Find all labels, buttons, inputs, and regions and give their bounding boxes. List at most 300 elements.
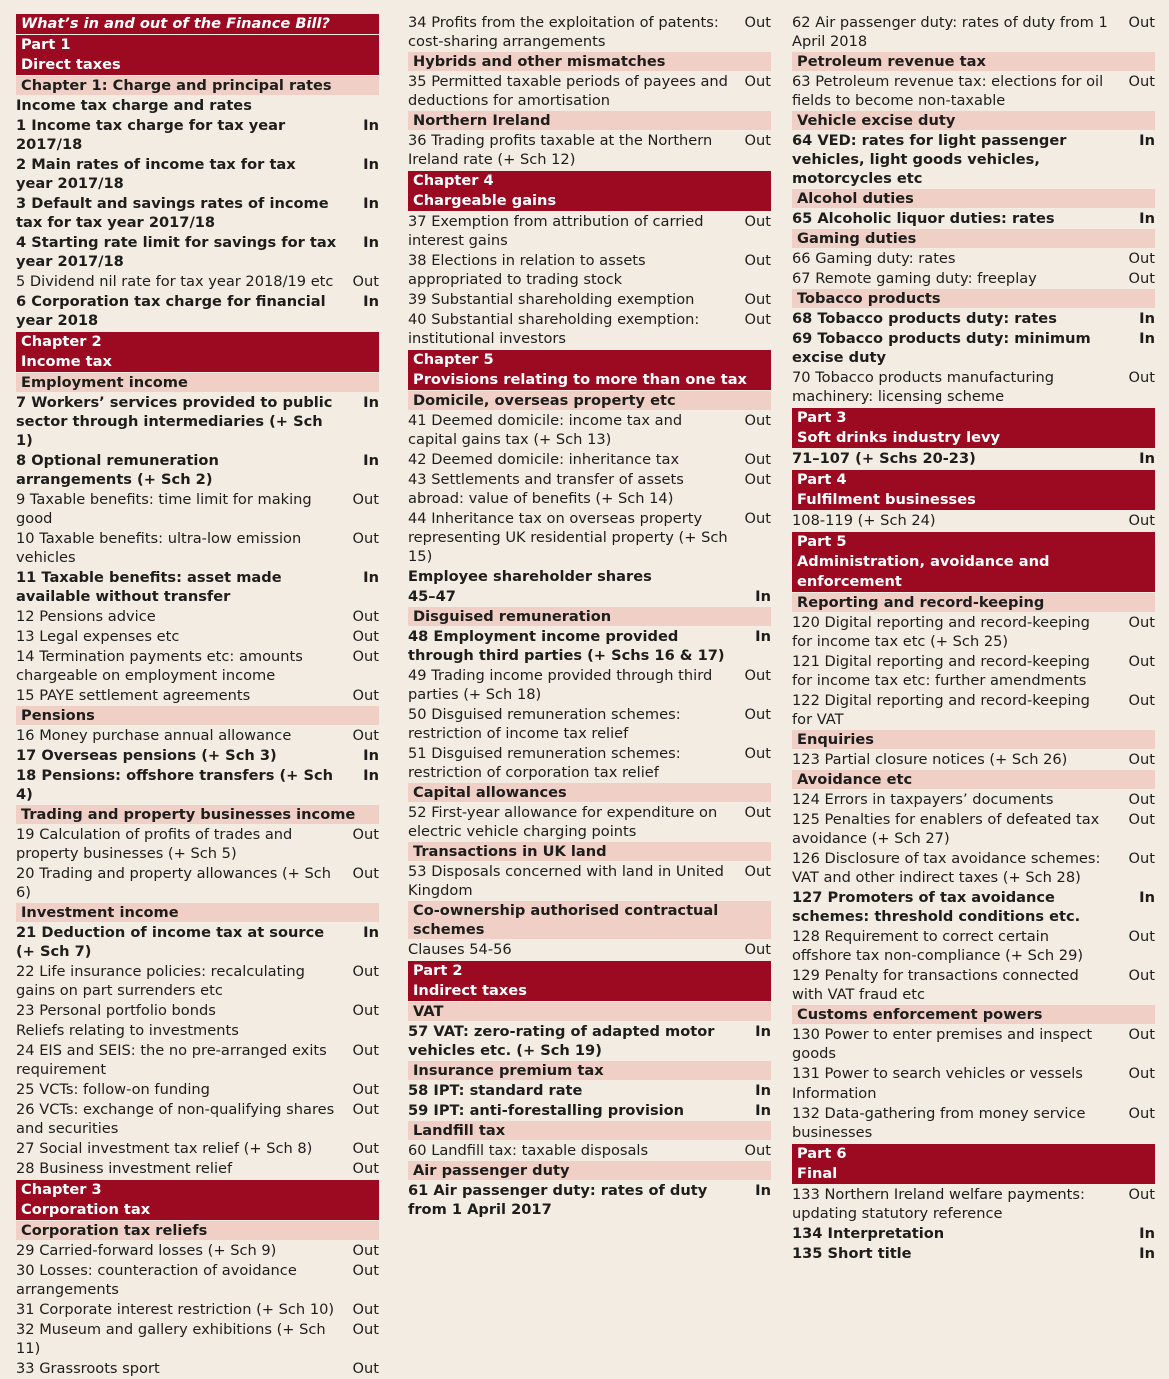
section-heading: Domicile, overseas property etc — [408, 391, 771, 410]
status-label: Out — [1128, 653, 1155, 670]
status-label: In — [363, 117, 379, 134]
status-label: Out — [352, 628, 379, 645]
status-label: In — [363, 452, 379, 469]
clause-text: 11 Taxable benefits: asset made available without transfer — [16, 569, 282, 605]
status-label: Out — [744, 510, 771, 527]
clause-row — [408, 310, 771, 349]
banner-line: Part 6 — [797, 1145, 847, 1162]
status-label: Out — [744, 73, 771, 90]
clause-text: 59 IPT: anti-forestalling provision — [408, 1102, 685, 1119]
clause-row — [16, 490, 379, 529]
clause-text: 28 Business investment relief — [16, 1160, 233, 1177]
clause-row — [408, 72, 771, 111]
status-label: Out — [352, 826, 379, 843]
status-label: Out — [352, 963, 379, 980]
clause-row — [792, 329, 1155, 368]
status-label: In — [363, 394, 379, 411]
status-label: Out — [1128, 14, 1155, 31]
status-label: In — [363, 234, 379, 251]
clause-text: 16 Money purchase annual allowance — [16, 727, 292, 744]
clause-row — [16, 1041, 379, 1080]
clause-row — [16, 292, 379, 331]
clause-text: 63 Petroleum revenue tax: elections for oil fields to become non-taxable — [792, 73, 1104, 109]
status-label: Out — [352, 273, 379, 290]
status-label: Out — [744, 291, 771, 308]
clause-text: 43 Settlements and transfer of assets abroad: value of benefits (+ Sch 14) — [408, 471, 684, 507]
clause-row — [792, 1185, 1155, 1224]
clause-row — [16, 686, 379, 706]
status-label: Out — [744, 804, 771, 821]
clause-row — [16, 766, 379, 805]
clause-row — [16, 451, 379, 490]
clause-row — [16, 529, 379, 568]
status-label: Out — [744, 451, 771, 468]
status-label: In — [755, 628, 771, 645]
status-label: Out — [744, 863, 771, 880]
status-label: Out — [352, 865, 379, 882]
clause-row — [792, 449, 1155, 469]
clause-text: 130 Power to enter premises and inspect goods — [792, 1026, 1093, 1062]
status-label: Out — [352, 530, 379, 547]
status-label: Out — [744, 941, 771, 958]
clause-text: 66 Gaming duty: rates — [792, 250, 956, 267]
status-label: Out — [352, 608, 379, 625]
status-label: Out — [744, 667, 771, 684]
clause-row — [408, 212, 771, 251]
clause-row — [408, 940, 771, 960]
section-heading: Income tax charge and rates — [16, 97, 252, 114]
status-label: In — [363, 156, 379, 173]
section-heading: Alcohol duties — [792, 189, 1155, 208]
clause-row — [792, 1104, 1155, 1143]
status-label: Out — [352, 648, 379, 665]
status-label: In — [755, 1023, 771, 1040]
status-label: Out — [1128, 1186, 1155, 1203]
clause-row — [408, 1081, 771, 1101]
banner-line: Part 4 — [797, 471, 847, 488]
clause-text: 29 Carried-forward losses (+ Sch 9) — [16, 1242, 277, 1259]
status-label: Out — [352, 491, 379, 508]
clause-row — [16, 1159, 379, 1179]
status-label: Out — [1128, 811, 1155, 828]
clause-row — [792, 72, 1155, 111]
clause-text: 20 Trading and property allowances (+ Sch 6) — [16, 865, 332, 901]
clause-row — [408, 411, 771, 450]
clause-text: 127 Promoters of tax avoidance schemes: threshold conditions etc. — [792, 889, 1081, 925]
clause-text: 32 Museum and gallery exhibitions (+ Sch 11) — [16, 1321, 326, 1357]
clause-row — [16, 627, 379, 647]
clause-text: 7 Workers’ services provided to public sector through intermediaries (+ Sch 1) — [16, 394, 333, 449]
clause-row — [792, 1224, 1155, 1244]
clause-row — [408, 450, 771, 470]
clause-row — [16, 1261, 379, 1300]
status-label: Out — [1128, 73, 1155, 90]
clause-row — [408, 705, 771, 744]
section-banner — [792, 1144, 1155, 1184]
clause-text: 61 Air passenger duty: rates of duty from 1 April 2017 — [408, 1182, 708, 1218]
clause-text: 39 Substantial shareholding exemption — [408, 291, 695, 308]
clause-row — [16, 272, 379, 292]
clause-row — [408, 290, 771, 310]
clause-row — [792, 249, 1155, 269]
clause-row — [408, 1022, 771, 1061]
section-heading: Pensions — [16, 706, 379, 725]
banner-line: Chargeable gains — [413, 192, 557, 209]
status-label: In — [1139, 889, 1155, 906]
status-label: In — [363, 195, 379, 212]
clause-row — [16, 825, 379, 864]
clause-row — [16, 233, 379, 272]
clause-text: 33 Grassroots sport — [16, 1360, 160, 1377]
status-label: In — [1139, 1245, 1155, 1262]
banner-line: Final — [797, 1165, 838, 1182]
banner-line: Part 2 — [413, 962, 463, 979]
clause-text: 38 Elections in relation to assets appropriated to trading stock — [408, 252, 646, 288]
clause-row — [792, 810, 1155, 849]
clause-row — [16, 864, 379, 903]
clause-text: 50 Disguised remuneration schemes: restriction of income tax relief — [408, 706, 681, 742]
clause-text: 52 First-year allowance for expenditure on electric vehicle charging points — [408, 804, 718, 840]
subheading: Information — [792, 1085, 877, 1102]
banner-line: Chapter 4 — [413, 172, 494, 189]
clause-text: 15 PAYE settlement agreements — [16, 687, 251, 704]
clause-row — [792, 888, 1155, 927]
banner-line: Administration, avoidance and enforcement — [797, 553, 1050, 590]
column-2 — [408, 13, 771, 1218]
section-banner — [16, 332, 379, 372]
status-label: Out — [1128, 614, 1155, 631]
clause-text: Clauses 54-56 — [408, 941, 512, 958]
clause-text: 70 Tobacco products manufacturing machinery: licensing scheme — [792, 369, 1055, 405]
clause-text: 128 Requirement to correct certain offshore tax non-compliance (+ Sch 29) — [792, 928, 1084, 964]
clause-text: 23 Personal portfolio bonds — [16, 1002, 216, 1019]
clause-text: 42 Deemed domicile: inheritance tax — [408, 451, 680, 468]
section-heading: Enquiries — [792, 730, 1155, 749]
section-banner — [408, 961, 771, 1001]
clause-row — [792, 1244, 1155, 1264]
clause-row — [408, 744, 771, 783]
status-label: In — [1139, 450, 1155, 467]
status-label: Out — [1128, 369, 1155, 386]
banner-line: Indirect taxes — [413, 982, 527, 999]
section-banner — [792, 408, 1155, 448]
status-label: In — [363, 924, 379, 941]
clause-text: 132 Data-gathering from money service businesses — [792, 1105, 1086, 1141]
clause-row — [792, 849, 1155, 888]
clause-text: 36 Trading profits taxable at the Northern Ireland rate (+ Sch 12) — [408, 132, 713, 168]
clause-text: 121 Digital reporting and record-keeping for income tax etc: further amendments — [792, 653, 1090, 689]
clause-row — [792, 750, 1155, 770]
clause-row — [792, 652, 1155, 691]
clause-text: 133 Northern Ireland welfare payments: updating statutory reference — [792, 1186, 1085, 1222]
clause-text: 19 Calculation of profits of trades and property businesses (+ Sch 5) — [16, 826, 293, 862]
clause-row — [16, 393, 379, 451]
clause-text: 71–107 (+ Schs 20-23) — [792, 450, 976, 467]
section-heading: Co-ownership authorised contractual schemes — [408, 901, 771, 939]
section-banner — [16, 1180, 379, 1220]
clause-row — [792, 131, 1155, 189]
clause-text: 57 VAT: zero-rating of adapted motor vehicles etc. (+ Sch 19) — [408, 1023, 715, 1059]
status-label: Out — [1128, 1026, 1155, 1043]
section-heading: Corporation tax reliefs — [16, 1221, 379, 1240]
clause-text: 62 Air passenger duty: rates of duty from 1 April 2018 — [792, 14, 1108, 50]
clause-text: 35 Permitted taxable periods of payees and deductions for amortisation — [408, 73, 728, 109]
clause-row — [792, 966, 1155, 1005]
clause-row — [408, 587, 771, 607]
clause-text: 49 Trading income provided through third parties (+ Sch 18) — [408, 667, 713, 703]
clause-text: 134 Interpretation — [792, 1225, 945, 1242]
clause-text: 122 Digital reporting and record-keeping for VAT — [792, 692, 1090, 728]
status-label: Out — [1128, 751, 1155, 768]
column-1 — [16, 13, 379, 1377]
clause-text: 18 Pensions: offshore transfers (+ Sch 4) — [16, 767, 334, 803]
status-label: Out — [744, 311, 771, 328]
subheading: Employee shareholder shares — [408, 568, 652, 585]
status-label: Out — [1128, 250, 1155, 267]
section-banner — [16, 35, 379, 75]
clause-text: 26 VCTs: exchange of non-qualifying shares and securities — [16, 1101, 335, 1137]
column-3 — [792, 13, 1155, 1262]
clause-text: 22 Life insurance policies: recalculating gains on part surrenders etc — [16, 963, 305, 999]
section-heading: Gaming duties — [792, 229, 1155, 248]
clause-text: 45–47 — [408, 588, 456, 605]
clause-row — [408, 470, 771, 509]
banner-line: Part 3 — [797, 409, 847, 426]
clause-text: 6 Corporation tax charge for financial year 2018 — [16, 293, 326, 329]
status-label: Out — [352, 1002, 379, 1019]
banner-line: Chapter 2 — [21, 333, 102, 350]
clause-row — [408, 627, 771, 666]
status-label: In — [755, 1082, 771, 1099]
clause-text: 129 Penalty for transactions connected with VAT fraud etc — [792, 967, 1079, 1003]
status-label: Out — [744, 213, 771, 230]
clause-text: 12 Pensions advice — [16, 608, 156, 625]
clause-row — [792, 269, 1155, 289]
status-label: Out — [1128, 512, 1155, 529]
status-label: Out — [352, 687, 379, 704]
status-label: Out — [744, 252, 771, 269]
clause-row — [16, 1139, 379, 1159]
clause-row — [16, 116, 379, 155]
clause-text: 21 Deduction of income tax at source (+ Sch 7) — [16, 924, 325, 960]
clause-text: 51 Disguised remuneration schemes: restriction of corporation tax relief — [408, 745, 681, 781]
clause-row — [792, 927, 1155, 966]
clause-text: 17 Overseas pensions (+ Sch 3) — [16, 747, 277, 764]
clause-text: 10 Taxable benefits: ultra-low emission vehicles — [16, 530, 302, 566]
section-banner — [408, 171, 771, 211]
banner-line: Chapter 3 — [21, 1181, 102, 1198]
status-label: Out — [352, 727, 379, 744]
clause-row — [792, 1025, 1155, 1064]
clause-row — [16, 155, 379, 194]
status-label: In — [1139, 210, 1155, 227]
clause-text: 37 Exemption from attribution of carried interest gains — [408, 213, 704, 249]
section-banner — [792, 532, 1155, 592]
clause-text: 68 Tobacco products duty: rates — [792, 310, 1057, 327]
clause-row — [408, 862, 771, 901]
status-label: Out — [744, 471, 771, 488]
clause-row — [16, 1001, 379, 1021]
status-label: Out — [352, 1101, 379, 1118]
clause-text: 34 Profits from the exploitation of patents: cost-sharing arrangements — [408, 14, 719, 50]
section-heading: Avoidance etc — [792, 770, 1155, 789]
status-label: Out — [1128, 692, 1155, 709]
status-label: Out — [1128, 270, 1155, 287]
status-label: Out — [744, 706, 771, 723]
clause-row — [408, 1101, 771, 1121]
section-heading: Investment income — [16, 903, 379, 922]
clause-row — [16, 607, 379, 627]
clause-text: 8 Optional remuneration arrangements (+ Sch 2) — [16, 452, 219, 488]
clause-text: 41 Deemed domicile: income tax and capital gains tax (+ Sch 13) — [408, 412, 683, 448]
banner-line: Part 5 — [797, 533, 847, 550]
clause-row — [16, 1080, 379, 1100]
status-label: Out — [352, 1242, 379, 1259]
clause-row — [408, 509, 771, 567]
banner-line: Chapter 5 — [413, 351, 494, 368]
clause-text: 69 Tobacco products duty: minimum excise duty — [792, 330, 1091, 366]
clause-row — [16, 1320, 379, 1359]
status-label: Out — [1128, 1065, 1155, 1082]
clause-row — [16, 726, 379, 746]
clause-row — [792, 13, 1155, 52]
status-label: In — [363, 293, 379, 310]
clause-row — [792, 691, 1155, 730]
banner-line: Income tax — [21, 353, 112, 370]
clause-text: 67 Remote gaming duty: freeplay — [792, 270, 1037, 287]
clause-row — [16, 1241, 379, 1261]
status-label: Out — [1128, 850, 1155, 867]
section-heading: Hybrids and other mismatches — [408, 52, 771, 71]
status-label: Out — [352, 1301, 379, 1318]
clause-text: 60 Landfill tax: taxable disposals — [408, 1142, 649, 1159]
clause-row — [16, 923, 379, 962]
clause-text: 5 Dividend nil rate for tax year 2018/19 etc — [16, 273, 334, 290]
banner-line: Part 1 — [21, 36, 71, 53]
clause-text: 131 Power to search vehicles or vessels — [792, 1065, 1083, 1082]
status-label: In — [1139, 1225, 1155, 1242]
clause-row — [792, 309, 1155, 329]
clause-row — [16, 1359, 379, 1379]
status-label: Out — [1128, 791, 1155, 808]
clause-text: 30 Losses: counteraction of avoidance arrangements — [16, 1262, 297, 1298]
status-label: Out — [744, 14, 771, 31]
clause-text: 44 Inheritance tax on overseas property representing UK residential property (+ Sch 15) — [408, 510, 728, 565]
banner-line: Fulfilment businesses — [797, 491, 976, 508]
clause-text: 120 Digital reporting and record-keeping for income tax etc (+ Sch 25) — [792, 614, 1090, 650]
status-label: Out — [744, 1142, 771, 1159]
status-label: In — [1139, 330, 1155, 347]
clause-text: 124 Errors in taxpayers’ documents — [792, 791, 1054, 808]
clause-row — [408, 131, 771, 170]
clause-row — [792, 790, 1155, 810]
status-label: In — [755, 1182, 771, 1199]
status-label: Out — [352, 1360, 379, 1377]
clause-row — [408, 1141, 771, 1161]
section-heading: Petroleum revenue tax — [792, 52, 1155, 71]
clause-text: 14 Termination payments etc: amounts chargeable on employment income — [16, 648, 303, 684]
clause-row — [16, 568, 379, 607]
status-label: In — [363, 569, 379, 586]
clause-row — [408, 251, 771, 290]
clause-text: 1 Income tax charge for tax year 2017/18 — [16, 117, 286, 153]
clause-text: 3 Default and savings rates of income tax for tax year 2017/18 — [16, 195, 329, 231]
clause-row — [408, 13, 771, 52]
clause-text: 53 Disposals concerned with land in United Kingdom — [408, 863, 724, 899]
clause-row — [16, 1100, 379, 1139]
section-heading: Vehicle excise duty — [792, 111, 1155, 130]
banner-line: Corporation tax — [21, 1201, 151, 1218]
status-label: Out — [1128, 928, 1155, 945]
clause-row — [792, 368, 1155, 407]
status-label: Out — [352, 1081, 379, 1098]
status-label: In — [755, 1102, 771, 1119]
clause-text: 58 IPT: standard rate — [408, 1082, 583, 1099]
status-label: Out — [744, 412, 771, 429]
clause-row — [16, 746, 379, 766]
clause-text: 31 Corporate interest restriction (+ Sch 10) — [16, 1301, 335, 1318]
clause-text: 13 Legal expenses etc — [16, 628, 180, 645]
clause-text: 123 Partial closure notices (+ Sch 26) — [792, 751, 1068, 768]
status-label: In — [363, 767, 379, 784]
section-heading: Transactions in UK land — [408, 842, 771, 861]
banner-line: Soft drinks industry levy — [797, 429, 1001, 446]
section-banner — [792, 470, 1155, 510]
clause-row — [16, 194, 379, 233]
clause-text: 108-119 (+ Sch 24) — [792, 512, 936, 529]
section-heading: Capital allowances — [408, 783, 771, 802]
status-label: Out — [744, 745, 771, 762]
section-banner — [408, 350, 771, 390]
banner-line: What’s in and out of the Finance Bill? — [21, 15, 330, 32]
clause-row — [792, 511, 1155, 531]
status-label: Out — [1128, 967, 1155, 984]
clause-row — [408, 803, 771, 842]
clause-text: 64 VED: rates for light passenger vehicles, light goods vehicles, motorcycles etc — [792, 132, 1067, 187]
clause-text: 27 Social investment tax relief (+ Sch 8) — [16, 1140, 313, 1157]
banner-line: Provisions relating to more than one tax — [413, 371, 747, 388]
section-heading: Trading and property businesses income — [16, 805, 379, 824]
status-label: Out — [352, 1160, 379, 1177]
status-label: In — [1139, 310, 1155, 327]
page-title — [16, 14, 379, 34]
status-label: In — [363, 747, 379, 764]
section-heading: VAT — [408, 1002, 771, 1021]
clause-text: 48 Employment income provided through third parties (+ Schs 16 & 17) — [408, 628, 725, 664]
clause-row — [16, 1300, 379, 1320]
clause-text: 125 Penalties for enablers of defeated tax avoidance (+ Sch 27) — [792, 811, 1100, 847]
status-label: In — [755, 588, 771, 605]
status-label: Out — [1128, 1105, 1155, 1122]
clause-text: 25 VCTs: follow-on funding — [16, 1081, 210, 1098]
section-heading: Insurance premium tax — [408, 1061, 771, 1080]
clause-text: 9 Taxable benefits: time limit for making good — [16, 491, 312, 527]
section-heading: Customs enforcement powers — [792, 1005, 1155, 1024]
clause-text: 40 Substantial shareholding exemption: institutional investors — [408, 311, 700, 347]
clause-row — [792, 613, 1155, 652]
status-label: Out — [352, 1321, 379, 1338]
section-heading: Chapter 1: Charge and principal rates — [16, 76, 379, 95]
section-heading: Northern Ireland — [408, 111, 771, 130]
clause-text: 65 Alcoholic liquor duties: rates — [792, 210, 1055, 227]
clause-row — [408, 666, 771, 705]
clause-row — [16, 962, 379, 1001]
status-label: Out — [352, 1042, 379, 1059]
section-heading: Air passenger duty — [408, 1161, 771, 1180]
status-label: In — [1139, 132, 1155, 149]
section-heading: Landfill tax — [408, 1121, 771, 1140]
section-heading: Reporting and record-keeping — [792, 593, 1155, 612]
